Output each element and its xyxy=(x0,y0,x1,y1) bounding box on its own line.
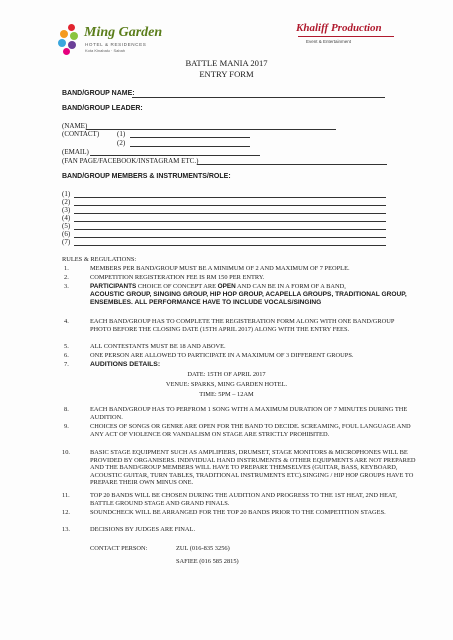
page-subtitle: ENTRY FORM xyxy=(199,69,254,79)
contact-person-label: CONTACT PERSON: xyxy=(90,545,148,552)
audition-venue: VENUE: SPARKS, MING GARDEN HOTEL. xyxy=(165,381,288,388)
ming-garden-sub2: Kota Kinabalu · Sabah xyxy=(85,48,126,53)
band-name-label: BAND/GROUP NAME: xyxy=(62,90,135,97)
leader-name-label: (NAME) xyxy=(62,122,88,130)
contact-person-2: SAFIEE (016 585 2815) xyxy=(176,558,239,565)
contact-1-field[interactable] xyxy=(130,137,250,138)
rule-text: TOP 20 BANDS WILL BE CHOSEN DURING THE AUDITION AND PROGRESS TO THE 1ST HEAT, 2ND HEAT, BATTLE GROUND STAGE AND GRAND FINALS. xyxy=(90,492,397,507)
rule-text: CHOICES OF SONGS OR GENRE ARE OPEN FOR THE BAND TO DECIDE. SCREAMING, FOUL LANGUAGE AND ANY ACT OF VIOLENCE OR VANDALISM ON STAGE ARE STRICTLY PROHIBITED. xyxy=(90,423,411,438)
page-title: BATTLE MANIA 2017 xyxy=(185,58,268,68)
rule-number: 4. xyxy=(64,318,69,325)
rule-number: 3. xyxy=(64,283,69,290)
rule-text: EACH BAND/GROUP HAS TO PERFROM 1 SONG WITH A MAXIMUM DURATION OF 7 MINUTES DURING THE AUDITION. xyxy=(90,406,408,421)
member-4-label: (4) xyxy=(62,214,71,222)
logo-underline xyxy=(298,36,394,37)
khaliff-tagline: Event & Entertainment xyxy=(306,39,352,44)
member-7-field[interactable] xyxy=(74,245,386,246)
member-3-field[interactable] xyxy=(74,213,386,214)
rule-number: 10. xyxy=(62,449,70,456)
contact-1-label: (1) xyxy=(117,130,126,138)
rule-number: 5. xyxy=(64,343,69,350)
rule-text: BASIC STAGE EQUIPMENT SUCH AS AMPLIFIERS, DRUMSET, STAGE MONITORS & MICROPHONES WILL BE PROVIDED BY ORGANISERS. INDIVIDUAL HAND INSTRUMENTS & OTHER EQUIPMENTS ARE NOT PREPARED AND THE BAND/GROUP MEMBERS WILL HAVE TO PREPARE THEMSELVES (GUITAR, BASS, KEYBOARD, ACOUSTIC GUITAR, TURN TABLES, TRADITIONAL INSTRUMENTS ETC).SINGING / HIP HOP GROUPS HAVE TO PREPARE THEIR OWN MINUS ONE. xyxy=(90,449,416,487)
fanpage-field[interactable] xyxy=(197,164,387,165)
members-heading: BAND/GROUP MEMBERS & INSTRUMENTS/ROLE: xyxy=(62,173,231,180)
rule-text: MEMBERS PER BAND/GROUP MUST BE A MINIMUM OF 2 AND MAXIMUM OF 7 PEOPLE. xyxy=(90,265,350,272)
rule-text: SOUNDCHECK WILL BE ARRANGED FOR THE TOP 20 BANDS PRIOR TO THE COMPETITION STAGES. xyxy=(90,509,386,516)
contact-person-1: ZUL (016-835 3256) xyxy=(176,545,230,552)
fanpage-label: (FAN PAGE/FACEBOOK/INSTAGRAM ETC.) xyxy=(62,157,199,165)
member-6-label: (6) xyxy=(62,230,71,238)
rule-number: 12. xyxy=(62,509,70,516)
rule-number: 2. xyxy=(64,274,69,281)
rule-text: ONE PERSON ARE ALLOWED TO PARTICIPATE IN A MAXIMUM OF 3 DIFFERENT GROUPS. xyxy=(90,352,354,359)
rule-3-text-a: CHOICE OF CONCEPT ARE xyxy=(136,283,218,290)
member-7-label: (7) xyxy=(62,238,71,246)
member-6-field[interactable] xyxy=(74,237,386,238)
ming-garden-sub: HOTEL & RESIDENCES xyxy=(85,42,147,47)
member-1-label: (1) xyxy=(62,190,71,198)
audition-date: DATE: 15TH OF APRIL 2017 xyxy=(187,371,266,378)
member-2-field[interactable] xyxy=(74,205,386,206)
rule-number: 6. xyxy=(64,352,69,359)
contact-2-field[interactable] xyxy=(130,146,250,147)
contact-label: (CONTACT) xyxy=(62,130,100,138)
khaliff-production-name: Khaliff Production xyxy=(296,22,382,34)
rule-number: 7. xyxy=(64,361,69,368)
ming-garden-logo xyxy=(56,22,196,60)
rule-3-lead: PARTICIPANTS xyxy=(90,283,137,290)
rule-text xyxy=(90,283,416,307)
rule-text: AUDITIONS DETAILS: xyxy=(90,361,161,368)
rule-text: COMPETITION REGISTERATION FEE IS RM 150 PER ENTRY. xyxy=(90,274,265,281)
email-label: (EMAIL) xyxy=(62,148,89,156)
rule-number: 8. xyxy=(64,406,69,413)
rule-3-categories: ACOUSTIC GROUP, SINGING GROUP, HIP HOP GROUP, ACAPELLA GROUPS, TRADITIONAL GROUP, ENSEMBLES. ALL PERFORMANCE HAVE TO INCLUDE VOCALS/SINGING xyxy=(90,290,407,306)
email-field[interactable] xyxy=(90,155,260,156)
rule-text: DECISIONS BY JUDGES ARE FINAL. xyxy=(90,526,196,533)
rule-number: 11. xyxy=(62,492,70,499)
audition-time: TIME: 5PM – 12AM xyxy=(199,391,254,398)
rule-3-open: OPEN xyxy=(217,283,236,290)
member-1-field[interactable] xyxy=(74,197,386,198)
ming-garden-name: Ming Garden xyxy=(84,25,163,40)
khaliff-production-logo xyxy=(296,22,406,50)
band-name-field[interactable] xyxy=(132,97,385,98)
rule-text: ALL CONTESTANTS MUST BE 18 AND ABOVE. xyxy=(90,343,226,350)
rule-text: EACH BAND/GROUP HAS TO COMPLETE THE REGISTERATION FORM ALONG WITH ONE BAND/GROUP PHOTO BEFORE THE CLOSING DATE (15TH APRIL 2017) ALONG WITH THE ENTRY FEES. xyxy=(90,318,395,333)
member-5-field[interactable] xyxy=(74,229,386,230)
rule-3-text-b: AND CAN BE IN A FORM OF A BAND, xyxy=(235,283,346,290)
rules-heading: RULES & REGULATIONS: xyxy=(62,256,137,263)
band-leader-label: BAND/GROUP LEADER: xyxy=(62,105,143,112)
member-2-label: (2) xyxy=(62,198,71,206)
rule-number: 9. xyxy=(64,423,69,430)
rule-number: 13. xyxy=(62,526,70,533)
member-4-field[interactable] xyxy=(74,221,386,222)
member-5-label: (5) xyxy=(62,222,71,230)
contact-2-label: (2) xyxy=(117,139,126,147)
rule-number: 1. xyxy=(64,265,69,272)
member-3-label: (3) xyxy=(62,206,71,214)
